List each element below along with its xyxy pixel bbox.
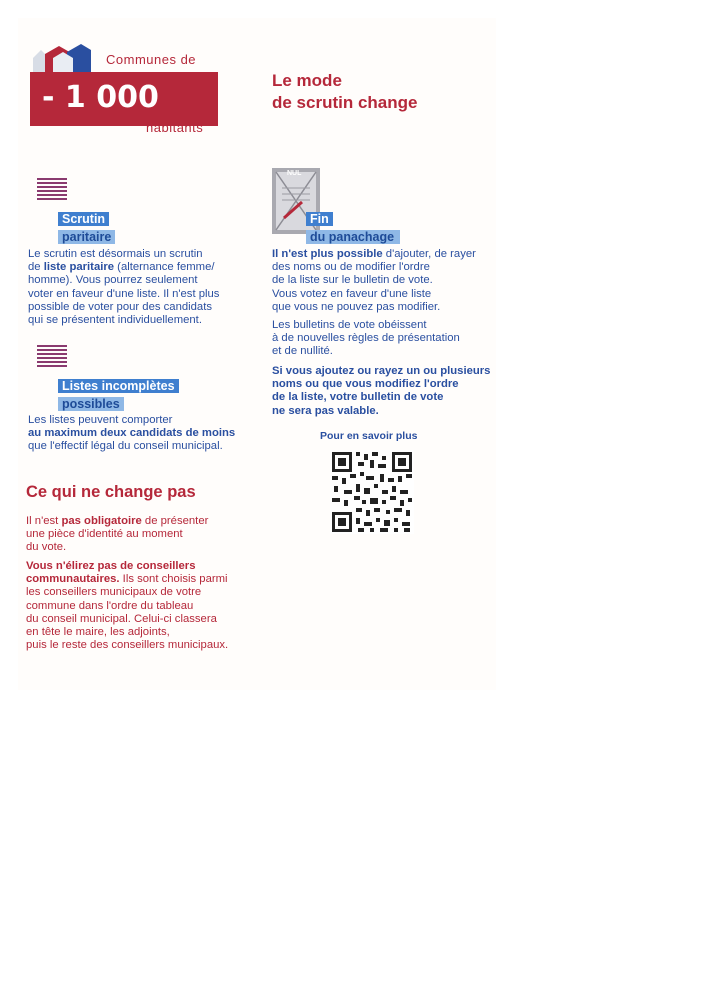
listes-line-3: que l'effectif légal du conseil municipal. [28, 440, 223, 453]
communes-de-label: Communes de [106, 52, 197, 67]
change-pas-title: Ce qui ne change pas [26, 483, 196, 501]
qr-code-icon [330, 450, 414, 534]
panachage-a-line-5: que vous ne pouvez pas modifier. [272, 300, 441, 313]
change-pas-b-line-1: Vous n'élirez pas de conseillers [26, 560, 196, 572]
change-pas-a-line-3: du vote. [26, 541, 67, 554]
listes-heading-line-2: possibles [58, 397, 124, 411]
panachage-b-line-2: à de nouvelles règles de présentation [272, 332, 460, 345]
scrutin-heading-line-1: Scrutin [58, 212, 109, 226]
listes-text [28, 414, 268, 454]
scrutin-line-1: Le scrutin est désormais un scrutin [28, 248, 203, 260]
scrutin-line-4: voter en faveur d'une liste. Il n'est plus [28, 287, 220, 300]
panachage-text-c [272, 365, 492, 418]
listes-lines-icon [37, 345, 67, 369]
scrutin-line-6: qui se présentent individuellement. [28, 314, 202, 327]
panachage-text-b [272, 319, 492, 359]
change-pas-a-line-2: une pièce d'identité au moment [26, 528, 183, 541]
scrutin-heading-line-2: paritaire [58, 230, 115, 244]
panachage-a-line-2: des noms ou de modifier l'ordre [272, 261, 430, 274]
moins-1000-value: - 1 000 [42, 80, 159, 115]
panachage-c-line-3: de la liste, votre bulletin de vote [272, 391, 444, 404]
panachage-c-line-4: ne sera pas valable. [272, 404, 379, 417]
panachage-a-line-3: de la liste sur le bulletin de vote. [272, 274, 433, 287]
scrutin-line-5: possible de voter pour des candidats [28, 300, 213, 313]
panachage-a-line-1: Il n'est plus possible d'ajouter, de rayer [272, 248, 476, 260]
scrutin-line-2: de liste paritaire (alternance femme/ [28, 261, 215, 274]
scrutin-lines-icon [37, 178, 67, 202]
scrutin-line-3: homme). Vous pourrez seulement [28, 274, 198, 287]
panachage-b-line-3: et de nullité. [272, 345, 333, 358]
change-pas-b-line-2: communautaires. Ils sont choisis parmi [26, 573, 228, 586]
communes-logo [30, 44, 230, 134]
panachage-c-line-2: noms ou que vous modifiez l'ordre [272, 378, 459, 391]
change-pas-text-a [26, 515, 246, 555]
change-pas-b-line-4: commune dans l'ordre du tableau [26, 599, 194, 612]
habitants-label: habitants [146, 120, 204, 135]
page-title-line-2: de scrutin change [272, 93, 418, 112]
change-pas-b-line-3: les conseillers municipaux de votre [26, 586, 202, 599]
panachage-b-line-1: Les bulletins de vote obéissent [272, 319, 427, 331]
panachage-heading-line-1: Fin [306, 212, 333, 226]
listes-heading-line-1: Listes incomplètes [58, 379, 179, 393]
listes-line-2: au maximum deux candidats de moins [28, 427, 236, 440]
savoir-plus-label: Pour en savoir plus [320, 430, 418, 442]
panachage-c-line-1: Si vous ajoutez ou rayez un ou plusieurs [272, 365, 491, 377]
change-pas-b-line-7: puis le reste des conseillers municipaux. [26, 639, 229, 652]
qr-code[interactable] [330, 450, 414, 534]
ballot-nul-label: NUL [287, 170, 302, 177]
panachage-a-line-4: Vous votez en faveur d'une liste [272, 287, 432, 300]
panachage-text-a [272, 248, 492, 314]
scrutin-heading [58, 210, 115, 246]
page-title-line-1: Le mode [272, 71, 342, 90]
change-pas-b-line-5: du conseil municipal. Celui-ci classera [26, 612, 217, 625]
page-title [272, 70, 417, 114]
change-pas-text-b [26, 560, 256, 652]
change-pas-b-line-6: en tête le maire, les adjoints, [26, 626, 170, 639]
change-pas-a-line-1: Il n'est pas obligatoire de présenter [26, 515, 209, 527]
panachage-heading-line-2: du panachage [306, 230, 400, 244]
scrutin-text [28, 248, 258, 327]
listes-heading [58, 377, 179, 413]
listes-line-1: Les listes peuvent comporter [28, 414, 173, 426]
panachage-heading [306, 210, 400, 246]
houses-icon [33, 44, 95, 72]
